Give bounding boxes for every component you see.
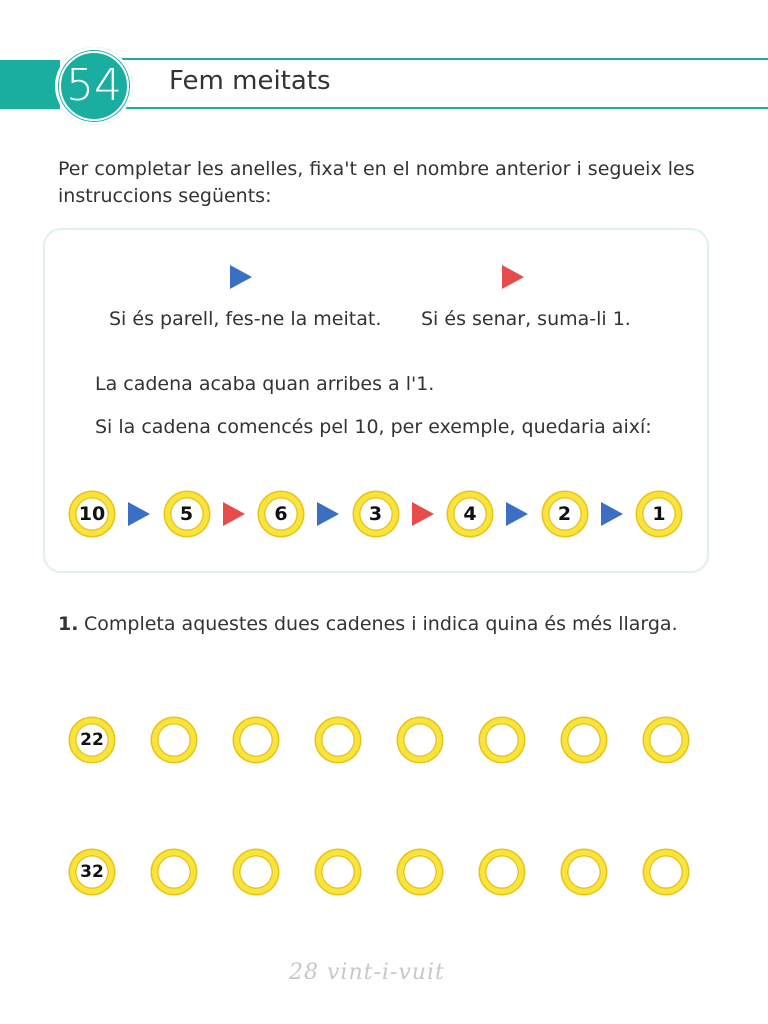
empty-answer-ring[interactable] <box>316 718 360 762</box>
page-title: Fem meitats <box>169 66 331 96</box>
example-ring-value: 2 <box>557 503 572 525</box>
empty-answer-ring[interactable] <box>316 850 360 894</box>
blue-triangle-icon <box>601 502 623 526</box>
exercise-text: Completa aquestes dues cadenes i indica quina és més llarga. <box>84 613 678 635</box>
blue-triangle-icon <box>128 502 150 526</box>
blue-triangle-icon <box>506 502 528 526</box>
example-ring-value: 1 <box>652 503 666 525</box>
chain-start-ring <box>70 718 114 762</box>
header-line-bottom <box>120 107 768 109</box>
example-ring <box>165 492 209 536</box>
empty-answer-ring[interactable] <box>234 850 278 894</box>
example-ring-value: 3 <box>368 503 383 525</box>
even-rule-text: Si és parell, fes-ne la meitat. <box>109 308 382 330</box>
red-triangle-icon <box>502 265 524 289</box>
example-ring <box>259 492 303 536</box>
odd-rule-text: Si és senar, suma-li 1. <box>421 308 631 330</box>
example-text: Si la cadena comencés pel 10, per exemple, quedaria així: <box>95 416 652 438</box>
empty-answer-ring[interactable] <box>398 718 442 762</box>
chain-start-value: 22 <box>80 730 104 750</box>
page-footer: 28 vint-i-vuit <box>289 960 445 985</box>
intro-text: Per completar les anelles, fixa't en el nombre anterior i segueix les instruccions següents: <box>58 158 695 207</box>
exercise-number: 1. <box>58 613 79 635</box>
example-ring <box>354 492 398 536</box>
example-ring <box>448 492 492 536</box>
example-ring <box>70 492 114 536</box>
red-triangle-icon <box>412 502 434 526</box>
example-ring-value: 6 <box>274 503 288 525</box>
lesson-number: 54 <box>66 60 122 111</box>
empty-answer-ring[interactable] <box>152 718 196 762</box>
empty-answer-ring[interactable] <box>562 850 606 894</box>
empty-answer-ring[interactable] <box>480 850 524 894</box>
red-triangle-icon <box>223 502 245 526</box>
empty-answer-ring[interactable] <box>644 850 688 894</box>
empty-answer-ring[interactable] <box>644 718 688 762</box>
example-ring <box>637 492 681 536</box>
chain-start-ring <box>70 850 114 894</box>
empty-answer-ring[interactable] <box>398 850 442 894</box>
empty-answer-ring[interactable] <box>152 850 196 894</box>
blue-triangle-icon <box>230 265 252 289</box>
empty-answer-ring[interactable] <box>562 718 606 762</box>
blue-triangle-icon <box>317 502 339 526</box>
chain-start-value: 32 <box>80 862 104 882</box>
empty-answer-ring[interactable] <box>480 718 524 762</box>
example-ring <box>543 492 587 536</box>
end-rule-text: La cadena acaba quan arribes a l'1. <box>95 373 435 395</box>
header-line-top <box>120 58 768 60</box>
example-ring-value: 5 <box>179 503 194 525</box>
empty-answer-ring[interactable] <box>234 718 278 762</box>
header-bar <box>0 60 60 109</box>
example-ring-value: 4 <box>463 503 477 525</box>
example-ring-value: 10 <box>78 503 106 525</box>
